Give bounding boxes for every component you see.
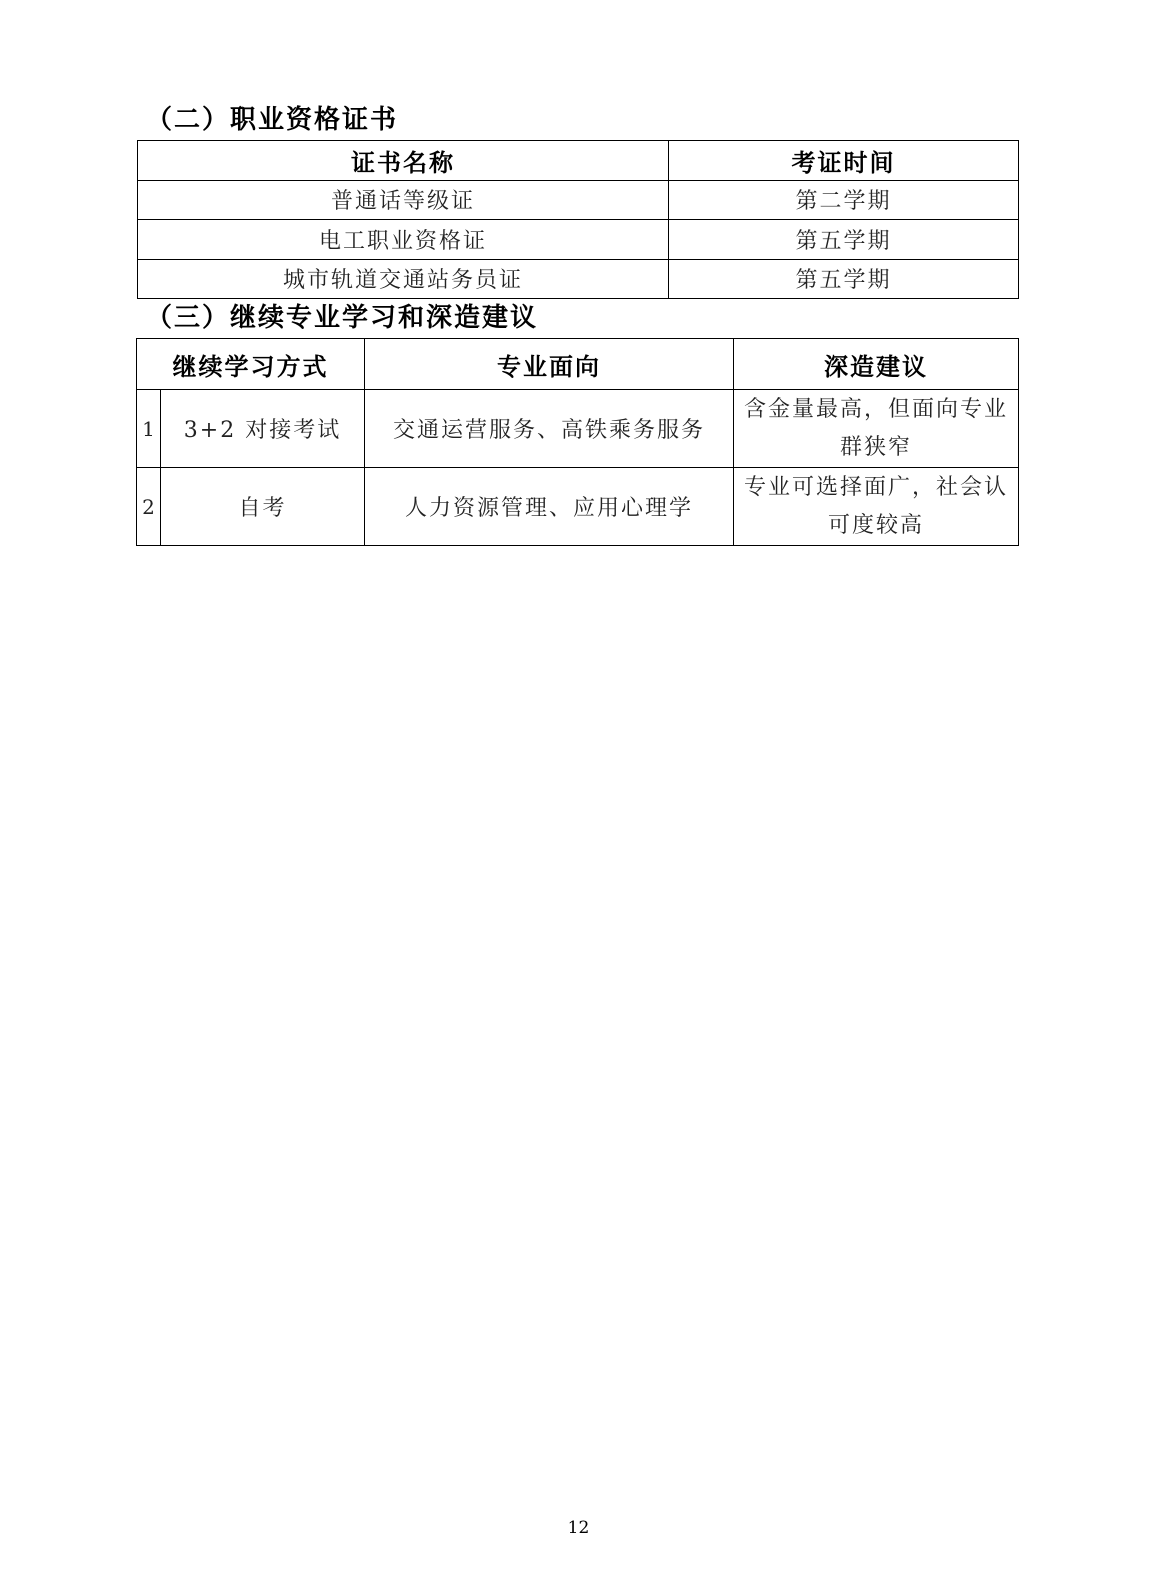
certificate-name-cell: 电工职业资格证 bbox=[138, 220, 669, 260]
table-header-row bbox=[138, 141, 1019, 181]
table-row bbox=[137, 468, 1019, 546]
table-row bbox=[138, 220, 1019, 260]
exam-time-cell: 第二学期 bbox=[669, 180, 1019, 220]
advice-cell: 专业可选择面广，社会认可度较高 bbox=[734, 468, 1019, 546]
column-header-major-direction: 专业面向 bbox=[365, 339, 734, 390]
table-header-row bbox=[137, 339, 1019, 390]
certificate-name-cell: 普通话等级证 bbox=[138, 180, 669, 220]
table-row bbox=[137, 390, 1019, 468]
section-heading-certificates: （二）职业资格证书 bbox=[146, 105, 399, 135]
certificate-name-cell: 城市轨道交通站务员证 bbox=[138, 259, 669, 299]
section-heading-further-study: （三）继续专业学习和深造建议 bbox=[146, 303, 539, 333]
table-row bbox=[138, 259, 1019, 299]
page-number: 12 bbox=[567, 1518, 590, 1538]
major-direction-cell: 人力资源管理、应用心理学 bbox=[365, 468, 734, 546]
row-index-cell: 1 bbox=[137, 390, 161, 468]
column-header-advice: 深造建议 bbox=[734, 339, 1019, 390]
exam-time-cell: 第五学期 bbox=[669, 220, 1019, 260]
table-row bbox=[138, 180, 1019, 220]
major-direction-cell: 交通运营服务、高铁乘务服务 bbox=[365, 390, 734, 468]
column-header-study-method: 继续学习方式 bbox=[137, 339, 365, 390]
row-index-cell: 2 bbox=[137, 468, 161, 546]
column-header-exam-time: 考证时间 bbox=[669, 141, 1019, 181]
advice-cell: 含金量最高，但面向专业群狭窄 bbox=[734, 390, 1019, 468]
study-method-cell: 自考 bbox=[161, 468, 365, 546]
column-header-certificate-name: 证书名称 bbox=[138, 141, 669, 181]
certificate-table bbox=[137, 140, 1019, 299]
exam-time-cell: 第五学期 bbox=[669, 259, 1019, 299]
study-method-cell: 3+2 对接考试 bbox=[161, 390, 365, 468]
further-study-table bbox=[136, 338, 1019, 546]
